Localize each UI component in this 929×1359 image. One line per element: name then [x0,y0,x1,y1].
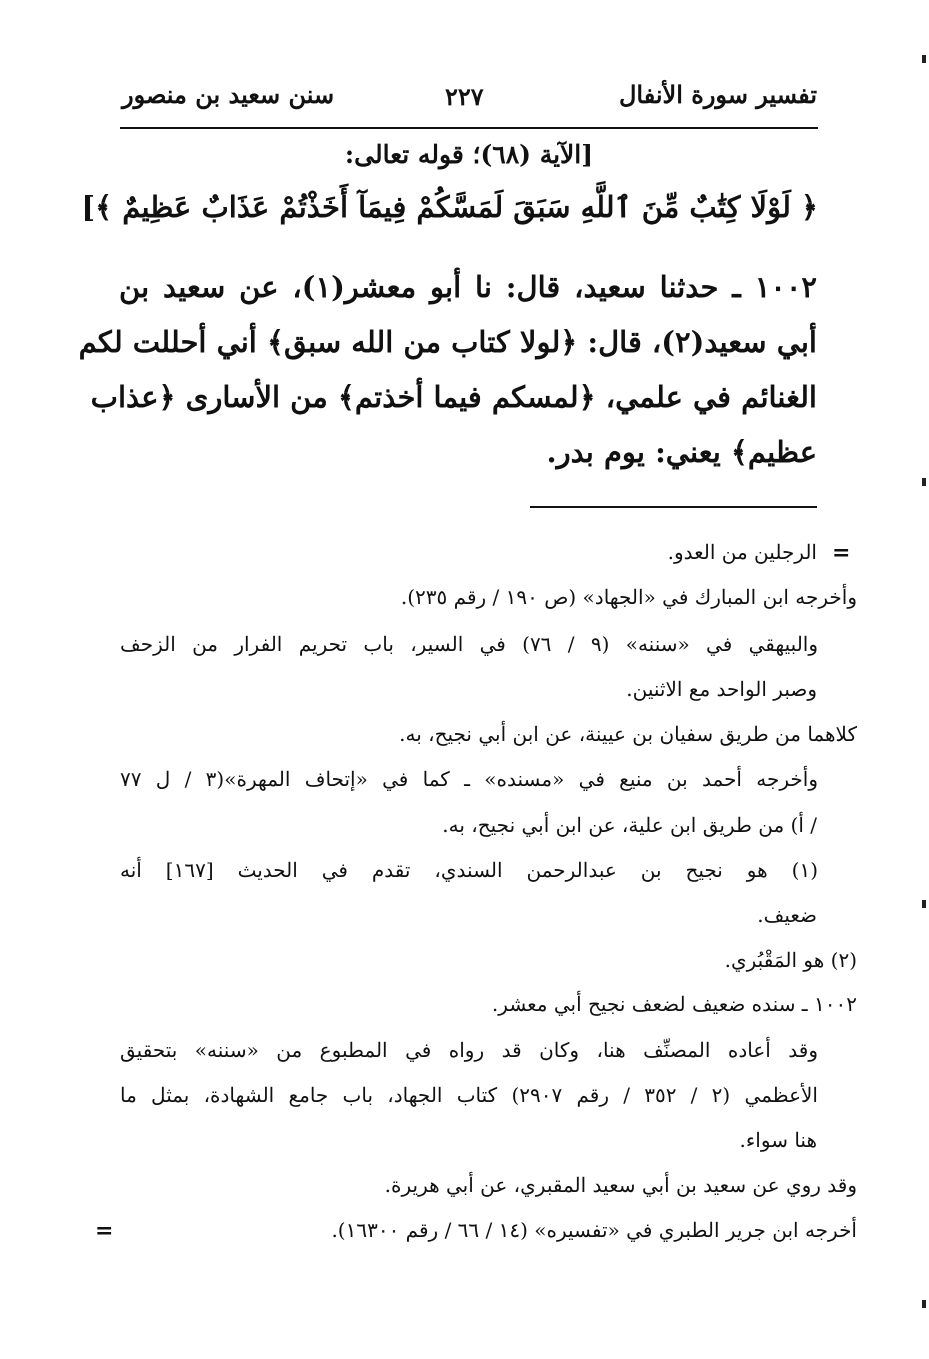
scan-mark [922,55,926,63]
footnote-line: وأخرجه أحمد بن منيع في «مسنده» ـ كما في «إتحاف المهرة»(٣ / ل ٧٧ [120,767,818,791]
footnote-line: وصبر الواحد مع الاثنين. [626,677,817,701]
footnote-line: / أ) من طريق ابن علية، عن ابن أبي نجيح، به. [442,813,817,837]
hadith-line: أبي سعيد(٢)، قال: ﴿لولا كتاب من الله سبق﴾ أني أحللت لكم [78,325,817,359]
continuation-mark-top: = [832,540,851,566]
footnote-separator [530,506,817,508]
footnote-line: وأخرجه ابن المبارك في «الجهاد» (ص ١٩٠ / رقم ٢٣٥). [400,585,857,609]
footnote-line: ضعيف. [757,903,817,927]
hadith-line: عظيم﴾ يعني: يوم بدر. [546,435,817,469]
continuation-mark-bottom: = [95,1218,114,1244]
footnote-line: وقد أعاده المصنِّف هنا، وكان قد رواه في المطبوع من «سننه» بتحقيق [120,1038,818,1062]
page-number: ٢٢٧ [445,82,484,111]
footnote-1: (١) هو نجيح بن عبدالرحمن السندي، تقدم في الحديث [١٦٧] أنه [120,858,818,882]
book-title: سنن سعيد بن منصور [122,80,335,109]
footnote-line: والبيهقي في «سننه» (٩ / ٧٦) في السير، باب تحريم الفرار من الزحف [120,632,819,656]
footnote-line: ١٠٠٢ ـ سنده ضعيف لضعف نجيح أبي معشر. [491,992,857,1016]
footnote-line: كلاهما من طريق سفيان بن عيينة، عن ابن أبي نجيح، به. [399,722,857,746]
ayah-heading: [الآية (٦٨)؛ قوله تعالى: [344,140,594,169]
hadith-line: الغنائم في علمي، ﴿لمسكم فيما أخذتم﴾ من الأسارى ﴿عذاب [90,380,817,414]
scan-mark [922,900,926,908]
footnote-2: (٢) هو المَقْبُري. [724,948,857,972]
hadith-text [78,260,817,480]
footnote-line: أخرجه ابن جرير الطبري في «تفسيره» (١٤ / ٦٦ / رقم ١٦٣٠٠). [331,1218,857,1242]
scan-mark [922,1300,926,1308]
ayah-text: ﴿ لَوْلَا كِتَٰبٌ مِّنَ ٱللَّهِ سَبَقَ لَمَسَّكُمْ فِيمَآ أَخَذْتُمْ عَذَابٌ عَظِيمٌ ﴾] [81,190,818,224]
footnote-line: الرجلين من العدو. [667,540,817,564]
footnote-line: هنا سواء. [739,1128,817,1152]
surah-title: تفسير سورة الأنفال [618,80,817,109]
header-divider [120,127,818,129]
scan-mark [922,478,926,486]
footnote-line: الأعظمي (٢ / ٣٥٢ / رقم ٢٩٠٧) كتاب الجهاد، باب جامع الشهادة، بمثل ما [120,1083,818,1107]
hadith-line: ١٠٠٢ ـ حدثنا سعيد، قال: نا أبو معشر(١)، عن سعيد بن [119,270,817,304]
footnote-line: وقد روي عن سعيد بن أبي سعيد المقبري، عن أبي هريرة. [384,1173,857,1197]
